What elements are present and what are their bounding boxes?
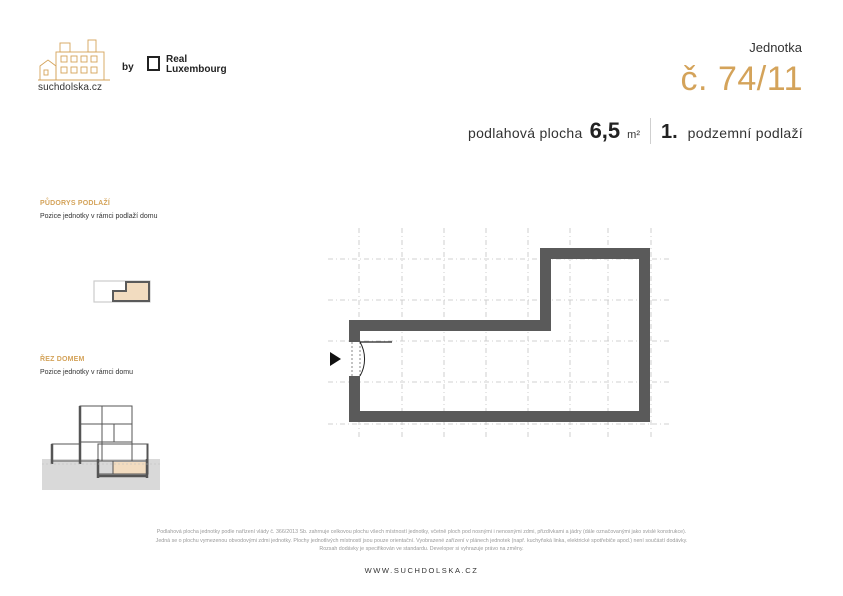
partner-name-line2: Luxembourg bbox=[166, 64, 227, 75]
unit-floor-plan bbox=[326, 226, 672, 440]
cut-section-subtitle: Pozice jednotky v rámci domu bbox=[40, 369, 133, 376]
real-luxembourg-logo-icon bbox=[147, 56, 160, 71]
by-label: by bbox=[122, 62, 134, 73]
disclaimer-line-3: Rozsah dodávky je specifikován ve standardu. Developer si vyhrazuje právo na změny. bbox=[319, 546, 524, 552]
disclaimer-line-2: Jedná se o plochu vymezenou obvodovými zdmi jednotky. Plochy jednotlivých místností jsou pouze orientační. Vyobrazené zařízení v plánech jednotek (např. kuchyňská linka, elektrické spotřebiče apod.) není součástí dodávky. bbox=[155, 537, 688, 544]
website-link[interactable]: WWW.SUCHDOLSKA.CZ bbox=[364, 566, 479, 575]
logo-text: suchdolska.cz bbox=[38, 82, 103, 93]
floor-position-thumbnail bbox=[92, 279, 152, 305]
door-opening bbox=[346, 342, 363, 376]
unit-walls bbox=[349, 248, 650, 422]
floor-number: 1. bbox=[660, 121, 678, 143]
unit-label: Jednotka bbox=[749, 40, 802, 55]
floorplan-section-subtitle: Pozice jednotky v rámci podlaží domu bbox=[40, 213, 158, 220]
area-unit: m² bbox=[627, 129, 640, 141]
disclaimer-line-1: Podlahová plocha jednotky podle nařízení vlády č. 366/2013 Sb. zahrnuje celkovou plochu všech místností jednotky, včetně ploch pod nosnými i nenosnými zdmi, přizdívkami a jádry (dále označovanými jako svislé konstrukce). bbox=[156, 529, 687, 535]
cut-section-title: ŘEZ DOMEM bbox=[40, 356, 85, 363]
area-value: 6,5 bbox=[589, 118, 621, 143]
area-label: podlahová plocha bbox=[468, 125, 583, 141]
unit-info-line bbox=[468, 118, 803, 144]
disclaimer bbox=[0, 528, 843, 554]
building-section-thumbnail bbox=[42, 404, 160, 490]
partner-name-line1: Real bbox=[166, 54, 188, 65]
floor-label: podzemní podlaží bbox=[687, 125, 803, 141]
floorplan-section-title: PŮDORYS PODLAŽÍ bbox=[40, 200, 111, 207]
info-divider bbox=[650, 118, 651, 144]
unit-number: č. 74/11 bbox=[680, 60, 803, 98]
entrance-arrow-icon bbox=[330, 352, 341, 366]
partner-name bbox=[166, 55, 227, 75]
plan-grid bbox=[328, 228, 670, 438]
